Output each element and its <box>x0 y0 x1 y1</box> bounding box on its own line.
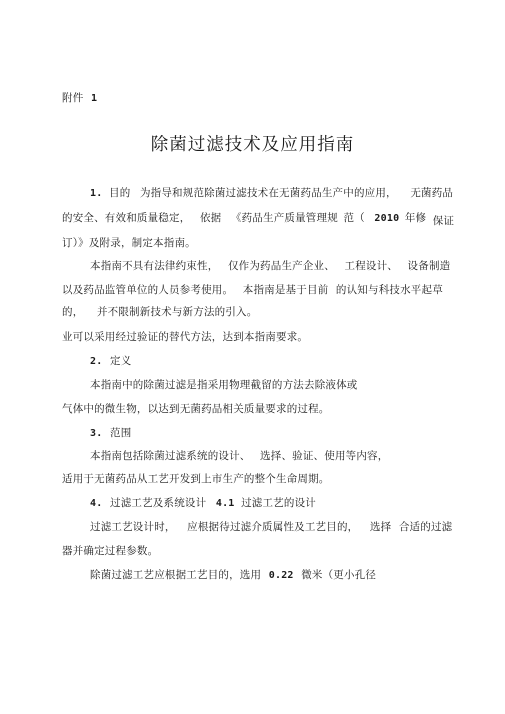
section1-heading: 目的 <box>109 187 131 199</box>
section4-line1 <box>90 520 452 534</box>
section4-line2: 器并确定过程参数。 <box>62 545 159 557</box>
section2-number: 2. <box>90 356 103 367</box>
section4-heading: 过滤工艺及系统设计 <box>110 497 207 509</box>
section1-text: 年修 <box>404 212 427 224</box>
section4-sub-heading: 过滤工艺的设计 <box>241 497 316 509</box>
section2-line2: 气体中的微生物，以达到无菌药品相关质量要求的过程。 <box>62 403 330 415</box>
section1-text: 为指导和规范除菌过滤技术在无菌药品生产中的应用， <box>139 187 397 199</box>
section2-heading: 定义 <box>110 355 132 367</box>
section1-text: 依据 <box>199 212 222 224</box>
section3-number: 3. <box>90 428 103 439</box>
section1-text: 仅作为药品生产企业、 <box>227 260 335 272</box>
section3-text: 本指南包括除菌过滤系统的设计、 <box>90 450 251 462</box>
section4-text: 过滤工艺设计时， <box>90 521 176 533</box>
section3-line2: 适用于无菌药品从工艺开发到上市生产的整个生命周期。 <box>62 473 330 485</box>
section1-para3: 业可以采用经过验证的替代方法，达到本指南要求。 <box>62 331 309 343</box>
section1-text: 保证 <box>432 215 455 227</box>
section3-line1 <box>90 449 388 463</box>
document-title: 除菌过滤技术及应用指南 <box>150 135 355 155</box>
section1-line2 <box>62 211 454 226</box>
section4-text: 除菌过滤工艺应根据工艺目的，选用 <box>90 569 262 581</box>
section1-text: 工程设计、 <box>344 260 398 272</box>
section1-text: 本指南是基于目前 <box>242 284 329 296</box>
section1-number: 1. <box>90 188 103 199</box>
section1-text: 本指南不具有法律约束性， <box>90 260 219 272</box>
section3-heading: 范围 <box>110 427 132 439</box>
section1-text: 的安全、有效和质量稳定， <box>62 212 191 224</box>
section1-year: 2010 <box>374 213 400 224</box>
section1-text: 以及药品监管单位的人员参考使用。 <box>62 284 234 296</box>
section1-para2-line3 <box>62 305 257 319</box>
section4-line3 <box>90 568 376 583</box>
section4-text: 微米（更小孔径 <box>301 569 377 581</box>
section3-heading-line <box>90 426 131 441</box>
section1-text: 并不限制新技术与新方法的引入。 <box>96 306 258 318</box>
attachment-label <box>62 91 97 106</box>
attachment-text: 附件 <box>62 92 84 104</box>
section1-para2-line2 <box>62 283 443 297</box>
section4-text: 应根据待过滤介质属性及工艺目的， <box>187 521 359 533</box>
section4-heading-line <box>90 496 316 511</box>
section3-text: 选择、验证、使用等内容， <box>260 450 389 462</box>
section2-heading-line <box>90 354 131 369</box>
section1-text: 的认知与科技水平起草 <box>335 284 443 296</box>
section2-line1: 本指南中的除菌过滤是指采用物理截留的方法去除液体或 <box>90 379 358 391</box>
section4-number: 4. <box>90 498 103 509</box>
section1-text: 范（ <box>343 212 365 224</box>
section1-text: 《药品生产质量管理规 <box>230 212 338 224</box>
section1-line3: 订）》及附录，制定本指南。 <box>62 237 196 249</box>
section1-line1 <box>90 186 453 201</box>
section4-sub-number: 4.1 <box>215 498 235 509</box>
section1-para2-line1 <box>90 259 450 273</box>
section4-text: 合适的过滤 <box>398 521 453 533</box>
attachment-number: 1 <box>90 93 98 104</box>
section1-text: 的， <box>62 306 84 318</box>
section4-text: 选择 <box>369 521 392 533</box>
section1-text: 无菌药品 <box>410 187 454 199</box>
section4-pore-size: 0.22 <box>268 570 294 581</box>
section1-text: 设备制造 <box>407 260 451 272</box>
